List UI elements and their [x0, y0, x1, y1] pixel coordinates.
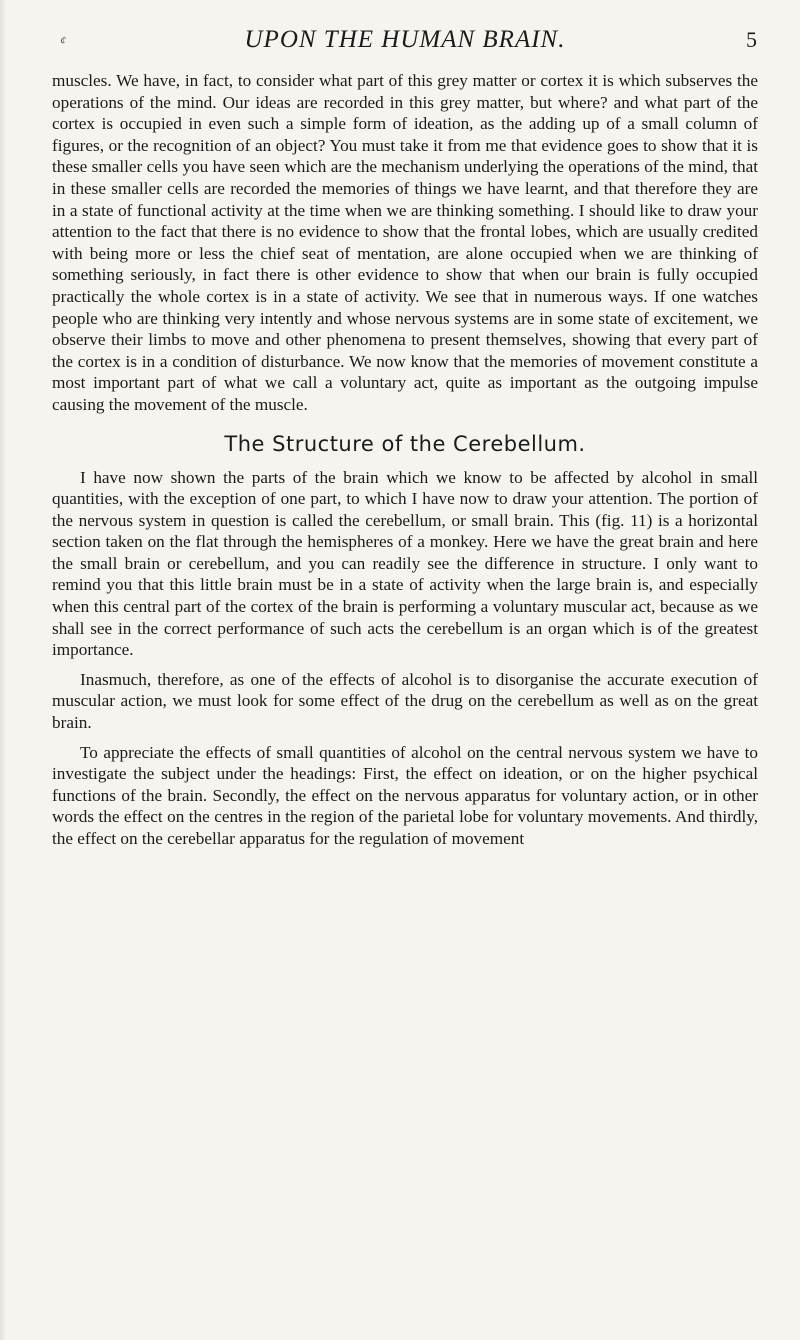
running-head: [52, 20, 758, 60]
paragraph-1: muscles. We have, in fact, to consider what part of this grey matter or cortex it is which subserves the operations of the mind. Our ideas are recorded in this grey matter, but where? and what part of the cortex is occupied in even such a simple form of ideation, as the adding up of a small column of figures, or the recognition of an object? You must take it from me that evidence goes to show that it is these smaller cells you have seen which are the mechanism underlying the operations of the mind, that in these smaller cells are recorded the memories of things we have learnt, and that therefore they are in a state of functional activity at the time when we are thinking something. I should like to draw your attention to the fact that there is no evidence to show that the frontal lobes, which are usually credited with being more or less the chief seat of mentation, are alone occupied when we are thinking of something seriously, in fact there is other evidence to show that when our brain is fully occupied practically the whole cortex is in a state of activity. We see that in numerous ways. If one watches people who are thinking very intently and whose nervous systems are in some state of excitement, we observe their limbs to move and other phenomena to present themselves, showing that every part of the cortex is in a condition of disturbance. We now know that the memories of movement constitute a most important part of what we call a voluntary act, quite as important as the outgoing impulse causing the movement of the muscle.: [52, 71, 758, 414]
book-page: [52, 20, 758, 850]
body-text: [52, 70, 758, 850]
paragraph-4: To appreciate the effects of small quantities of alcohol on the central nervous system we have to investigate the subject under the headings: First, the effect on ideation, or on the higher psychical functions of the brain. Secondly, the effect on the nervous apparatus for voluntary action, or in other words the effect on the centres in the region of the parietal lobe for voluntary movements. And thirdly, the effect on the cerebellar apparatus for the regulation of movement: [52, 742, 758, 848]
section-heading: The Structure of the Cerebellum.: [224, 431, 586, 456]
margin-mark: ¢: [60, 33, 67, 47]
page-number: 5: [746, 27, 758, 52]
paragraph-2: I have now shown the parts of the brain which we know to be affected by alcohol in small quantities, with the exception of one part, to which I have now to draw your attention. The portion of the nervous system in question is called the cerebellum, or small brain. This (fig. 11) is a horizontal section taken on the flat through the hemispheres of a monkey. Here we have the great brain and here the small brain or cerebellum, and you can readily see the difference in structure. I only want to remind you that this little brain must be in a state of activity when the large brain is, and especially when this central part of the cortex of the brain is performing a voluntary muscular act, because as we shall see in the correct performance of such acts the cerebellum is an organ which is of the greatest importance.: [52, 467, 758, 660]
scan-edge-shadow: [0, 0, 6, 1340]
paragraph-3: Inasmuch, therefore, as one of the effects of alcohol is to disorganise the accurate execution of muscular action, we must look for some effect of the drug on the cerebellum as well as on the great brain.: [52, 669, 758, 733]
running-head-title: UPON THE HUMAN BRAIN.: [244, 26, 566, 53]
